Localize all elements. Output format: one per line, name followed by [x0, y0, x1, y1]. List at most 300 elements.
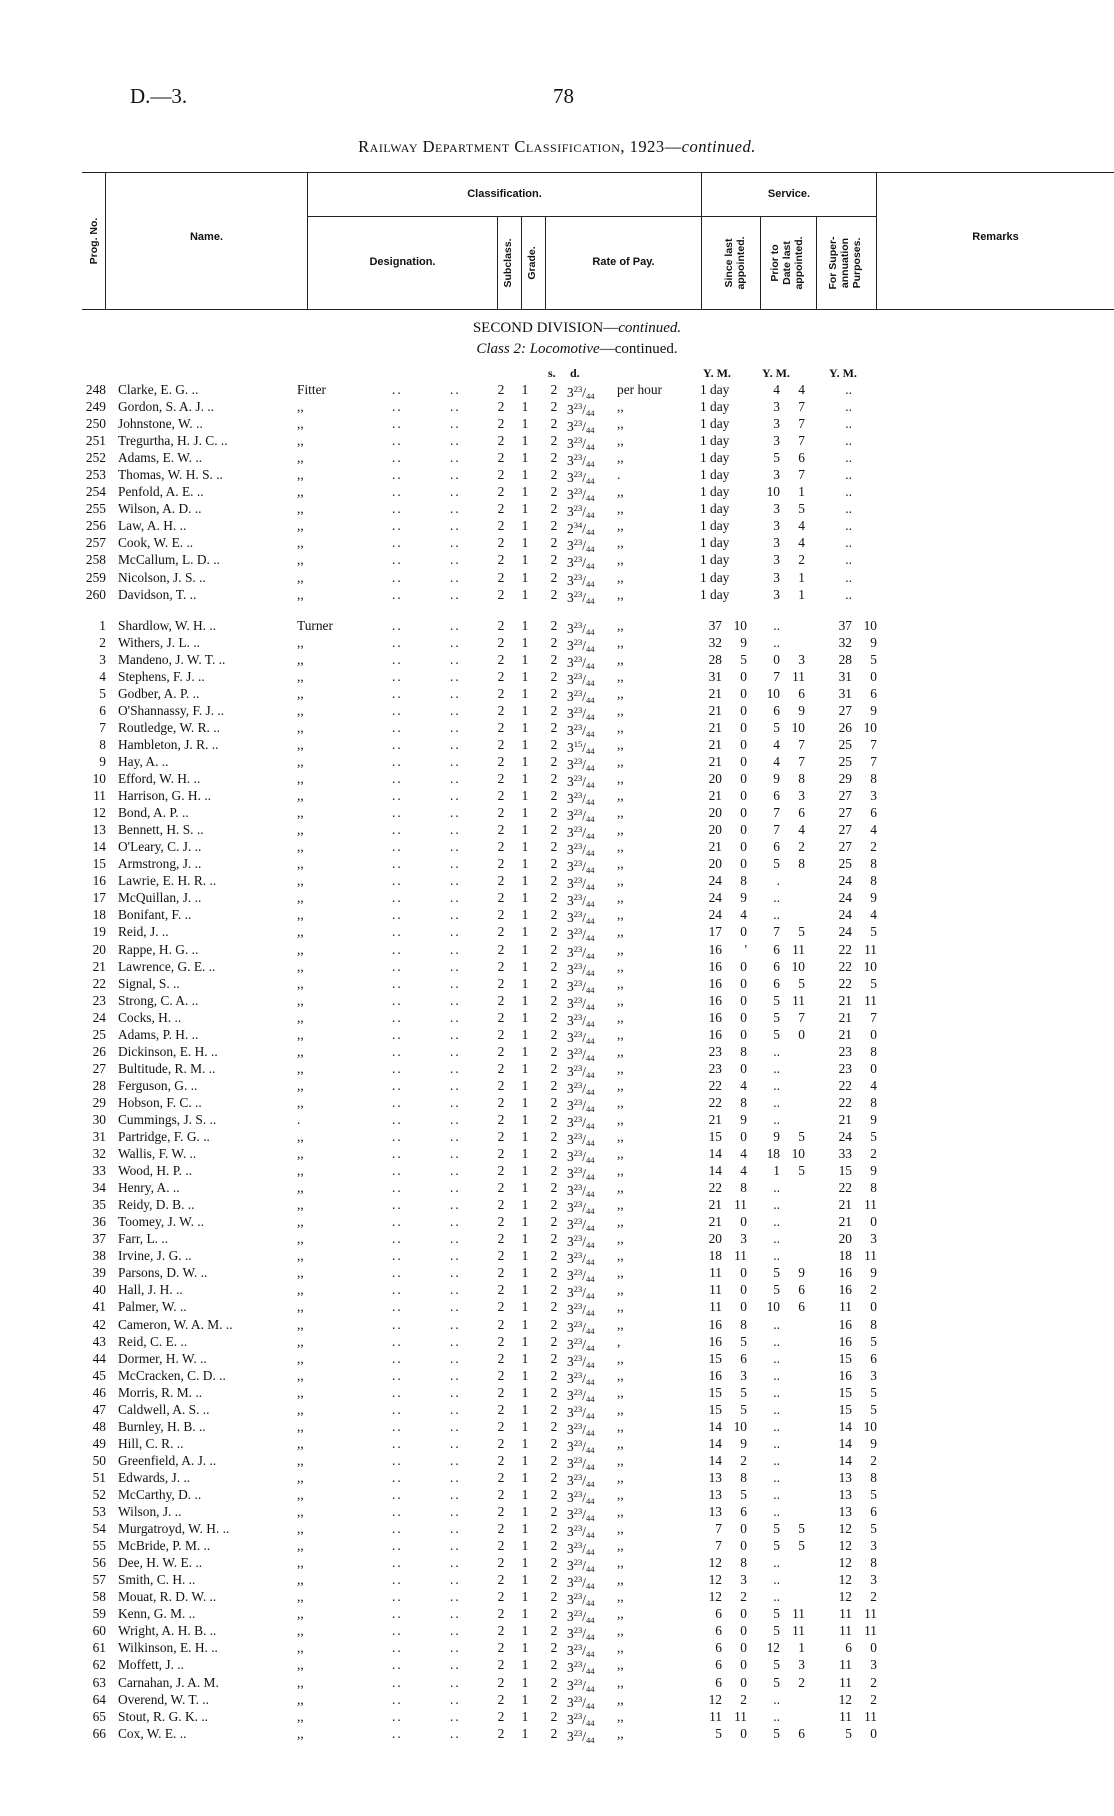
division-heading [0, 320, 1114, 337]
rate-pence-numerator: 23 [573, 418, 583, 429]
leader-dots: .. [450, 1248, 461, 1264]
super-years: 27 [838, 822, 852, 838]
subclass: 2 [497, 702, 505, 718]
designation: ,, [297, 702, 304, 718]
prog-no: 3 [99, 651, 106, 667]
prog-no: 250 [85, 416, 106, 432]
leader-dots: .. [392, 856, 403, 872]
leader-dots: .. [450, 822, 461, 838]
leader-dots: .. [450, 1060, 461, 1076]
grade: 1 [521, 1214, 529, 1230]
fraction-slash: / [582, 487, 586, 503]
employee-name: Lawrie, E. H. R. .. [118, 873, 217, 889]
table-row [0, 992, 1114, 1012]
since-last-years: 15 [708, 1401, 722, 1417]
super-years: 22 [838, 1094, 852, 1110]
employee-name: Bennett, H. S. .. [118, 822, 204, 838]
designation: ,, [297, 822, 304, 838]
since-last-years: 17 [708, 924, 722, 940]
leader-dots: .. [392, 1231, 403, 1247]
super-years: 12 [838, 1538, 852, 1554]
super-years: 22 [838, 941, 852, 957]
rate-pence-denominator: 44 [585, 459, 595, 470]
employee-name: Dormer, H. W. .. [118, 1350, 207, 1366]
super-years: 12 [838, 1521, 852, 1537]
fraction-slash: / [582, 385, 586, 400]
since-last-months: 9 [740, 890, 747, 906]
prior-years: 0 [773, 651, 780, 667]
leader-dots: .. [450, 992, 461, 1008]
fraction-slash: / [582, 1166, 586, 1182]
subclass: 2 [497, 941, 505, 957]
super-months: 4 [870, 822, 877, 838]
rate-pence-whole: 3 [567, 671, 574, 687]
prog-no: 257 [85, 535, 106, 551]
table-row [0, 1725, 1114, 1745]
prog-no: 251 [85, 433, 106, 449]
prior-months: 6 [798, 1282, 805, 1298]
prior-months: 5 [798, 1163, 805, 1179]
prior-years: .. [773, 1401, 780, 1417]
prior-years: 4 [773, 382, 780, 397]
fraction-slash: / [582, 876, 586, 892]
employee-name: Reid, J. .. [118, 924, 169, 940]
leader-dots: .. [450, 907, 461, 923]
rate-unit: ,, [617, 1640, 624, 1656]
table-row [0, 1281, 1114, 1302]
super-years: 32 [838, 634, 852, 650]
fraction-slash: / [582, 1370, 586, 1386]
title-main: Railway Department Classification, 1923— [358, 137, 682, 156]
fraction-slash: / [582, 1575, 586, 1591]
rate-pence-numerator: 23 [573, 909, 583, 920]
unit-shillings: s. [548, 366, 556, 380]
rate-unit: ,, [617, 1708, 624, 1724]
subclass: 2 [497, 467, 505, 483]
rate-pence-denominator: 44 [585, 1018, 595, 1029]
prior-years: .. [773, 1555, 780, 1571]
employee-name: Stout, R. G. K. .. [118, 1708, 209, 1724]
rate-pence-whole: 3 [567, 1063, 574, 1079]
super-years: .. [845, 484, 852, 500]
grade: 1 [521, 552, 529, 568]
prior-years: .. [773, 1248, 780, 1264]
prior-months: 5 [798, 1538, 805, 1554]
subclass: 2 [497, 1589, 505, 1605]
since-last-years: 1 day [700, 518, 730, 534]
super-months: 2 [870, 1691, 877, 1707]
fraction-slash: / [582, 1472, 586, 1488]
table-row [0, 1452, 1114, 1472]
rate-pence-denominator: 44 [585, 1581, 595, 1592]
rate-unit: ,, [617, 1691, 624, 1707]
rate-pence-denominator: 44 [585, 1393, 595, 1404]
since-last-years: 11 [709, 1708, 722, 1724]
rate-pence-whole: 3 [567, 995, 574, 1011]
since-last-months: 4 [740, 1077, 747, 1093]
fraction-slash: / [582, 1694, 586, 1710]
grade: 1 [521, 1299, 529, 1315]
rate-shillings: 2 [550, 1640, 558, 1656]
super-years: 29 [838, 771, 852, 787]
designation: ,, [297, 1589, 304, 1605]
super-months: 8 [870, 1094, 877, 1110]
prog-no: 28 [92, 1077, 106, 1093]
since-last-years: 12 [708, 1691, 722, 1707]
designation: Turner [297, 617, 333, 633]
rate-unit: ,, [617, 399, 624, 415]
leader-dots: .. [392, 1146, 403, 1162]
table-row [0, 1247, 1114, 1268]
rate-pence-whole: 3 [567, 961, 574, 977]
table-row [0, 534, 1114, 555]
rate-pence-denominator: 44 [585, 1274, 595, 1285]
leader-dots: .. [392, 1606, 403, 1622]
fraction-slash: / [582, 1285, 586, 1301]
fraction-slash: / [582, 1114, 586, 1130]
designation: ,, [297, 1469, 304, 1485]
subclass: 2 [497, 1111, 505, 1127]
prog-no: 54 [92, 1521, 106, 1537]
prior-months: 6 [798, 685, 805, 701]
table-row [0, 1571, 1114, 1592]
subclass: 2 [497, 873, 505, 889]
table-row [0, 500, 1114, 521]
subclass: 2 [497, 1674, 505, 1690]
employee-name: McBride, P. M. .. [118, 1538, 211, 1554]
table-row [0, 736, 1114, 756]
rate-pence-denominator: 44 [585, 899, 595, 910]
leader-dots: .. [392, 1214, 403, 1230]
designation: ,, [297, 1555, 304, 1571]
rate-unit: ,, [617, 1452, 624, 1468]
rate-pence-whole: 3 [567, 876, 574, 892]
prior-months: 11 [792, 941, 805, 957]
prog-no: 15 [92, 856, 106, 872]
leader-dots: .. [392, 1316, 403, 1332]
rate-pence-denominator: 44 [585, 1496, 595, 1506]
super-months: 0 [870, 1640, 877, 1656]
since-last-years: 13 [708, 1469, 722, 1485]
rate-pence-whole: 3 [567, 1694, 574, 1710]
rate-unit: ,, [617, 1197, 624, 1213]
designation: ,, [297, 839, 304, 855]
leader-dots: .. [392, 1691, 403, 1707]
rate-pence-whole: 3 [567, 1575, 574, 1591]
fraction-slash: / [582, 1387, 586, 1403]
rate-shillings: 2 [550, 1725, 558, 1741]
rate-pence-whole: 3 [567, 791, 574, 807]
employee-name: Reid, C. E. .. [118, 1333, 188, 1349]
rate-pence-denominator: 44 [585, 1257, 595, 1268]
table-row [0, 787, 1114, 808]
prog-no: 62 [92, 1657, 106, 1673]
super-years: 5 [845, 1725, 852, 1741]
table-row [0, 432, 1114, 453]
rate-pence-whole: 3 [567, 1711, 574, 1727]
since-last-years: 15 [708, 1129, 722, 1145]
since-last-months: 10 [733, 1418, 747, 1434]
subclass: 2 [497, 958, 505, 974]
prog-no: 21 [92, 958, 106, 974]
employee-name: Bond, A. P. .. [118, 805, 189, 821]
designation: ,, [297, 1299, 304, 1315]
since-last-years: 13 [708, 1504, 722, 1520]
subclass: 2 [497, 1606, 505, 1622]
subclass: 2 [497, 535, 505, 551]
leader-dots: .. [450, 719, 461, 735]
prog-no: 41 [92, 1299, 106, 1315]
super-years: 21 [838, 1026, 852, 1042]
super-years: .. [845, 416, 852, 432]
since-last-years: 20 [708, 771, 722, 787]
rate-pence-denominator: 44 [585, 1717, 595, 1728]
rate-shillings: 2 [550, 907, 558, 923]
subclass: 2 [497, 668, 505, 684]
subclass: 2 [497, 719, 505, 735]
rate-pence-denominator: 44 [585, 544, 595, 555]
super-years: .. [845, 535, 852, 551]
since-last-years: 1 day [700, 467, 730, 483]
rate-pence-denominator: 44 [585, 1547, 595, 1558]
fraction-slash: / [582, 1302, 586, 1318]
super-months: 0 [870, 1026, 877, 1042]
super-months: 0 [870, 1214, 877, 1230]
leader-dots: .. [450, 1487, 461, 1502]
prior-years: 6 [773, 702, 780, 718]
since-last-months: 0 [740, 771, 747, 787]
leader-dots: .. [450, 1521, 461, 1537]
rate-shillings: 2 [550, 535, 558, 551]
rate-unit: ,, [617, 1214, 624, 1230]
fraction-slash: / [582, 1268, 586, 1284]
leader-dots: .. [392, 907, 403, 923]
rate-pence-denominator: 44 [585, 1598, 595, 1609]
leader-dots: .. [450, 856, 461, 872]
leader-dots: .. [392, 1418, 403, 1434]
rate-pence-whole: 3 [567, 1387, 574, 1403]
prog-no: 26 [92, 1043, 106, 1059]
super-months: 3 [870, 1572, 877, 1588]
prog-no: 18 [92, 907, 106, 923]
leader-dots: .. [392, 586, 403, 602]
super-years: 12 [838, 1572, 852, 1588]
table-row [0, 1298, 1114, 1319]
since-last-months: 0 [740, 1521, 747, 1537]
super-months: 2 [870, 1282, 877, 1298]
leader-dots: .. [392, 1401, 403, 1417]
table-row [0, 1179, 1114, 1200]
rate-shillings: 2 [550, 1316, 558, 1332]
rate-shillings: 2 [550, 399, 558, 415]
designation: ,, [297, 1674, 304, 1690]
prior-years: .. [773, 617, 780, 633]
rate-pence-numerator: 23 [573, 892, 583, 903]
designation: Fitter [297, 382, 327, 397]
super-years: 24 [838, 1129, 852, 1145]
rate-pence-numerator: 23 [573, 503, 583, 514]
rate-unit: ,, [617, 1725, 624, 1741]
prior-years: .. [773, 1231, 780, 1247]
prog-no-header: Prog. No. [88, 217, 100, 265]
leader-dots: .. [392, 805, 403, 821]
employee-name: Mouat, R. D. W. .. [118, 1589, 217, 1605]
table-row [0, 1503, 1114, 1524]
since-last-years: 1 day [700, 399, 730, 415]
prior-years: 10 [766, 484, 780, 500]
designation: ,, [297, 450, 304, 466]
rate-pence-denominator: 44 [585, 1632, 595, 1643]
prog-no: 29 [92, 1094, 106, 1110]
super-months: 9 [870, 890, 877, 906]
since-last-months: 6 [740, 1350, 747, 1366]
rate-pence-numerator: 23 [573, 1301, 583, 1312]
designation: ,, [297, 1026, 304, 1042]
subclass: 2 [497, 1282, 505, 1298]
super-years: 14 [838, 1452, 852, 1468]
leader-dots: .. [450, 839, 461, 855]
subclass: 2 [497, 1469, 505, 1485]
prog-no: 5 [99, 685, 106, 701]
rate-unit: ,, [617, 1282, 624, 1298]
prog-no: 249 [85, 399, 106, 415]
leader-dots: .. [392, 1555, 403, 1571]
rate-shillings: 2 [550, 416, 558, 432]
prog-no: 43 [92, 1333, 106, 1349]
fraction-slash: / [582, 944, 586, 960]
fraction-slash: / [582, 1609, 586, 1625]
leader-dots: .. [450, 702, 461, 718]
designation: ,, [297, 958, 304, 974]
rate-shillings: 2 [550, 1538, 558, 1554]
fraction-slash: / [582, 555, 586, 571]
since-last-months: 0 [740, 1623, 747, 1639]
grade: 1 [521, 484, 529, 500]
leader-dots: .. [450, 1606, 461, 1622]
prior-months: 4 [798, 822, 805, 838]
since-last-months: 0 [740, 1026, 747, 1042]
prior-months: 0 [798, 1026, 805, 1042]
table-row [0, 651, 1114, 671]
grade: 1 [521, 1094, 529, 1110]
super-months: 10 [863, 719, 877, 735]
employee-name: Efford, W. H. .. [118, 771, 201, 787]
rate-shillings: 2 [550, 941, 558, 957]
rate-pence-numerator: 23 [573, 790, 583, 801]
prior-years: .. [773, 1691, 780, 1707]
since-last-years: 13 [708, 1487, 722, 1502]
prog-no: 66 [92, 1725, 106, 1741]
rate-pence-whole: 3 [567, 1455, 574, 1471]
prog-no: 11 [93, 788, 106, 804]
rate-pence-whole: 3 [567, 1251, 574, 1267]
designation: ,, [297, 907, 304, 923]
rate-pence-whole: 3 [567, 705, 574, 721]
employee-name: Signal, S. .. [118, 975, 180, 991]
designation-header: Designation. [369, 256, 436, 268]
rate-pence-denominator: 44 [585, 1478, 595, 1489]
prior-years: .. [773, 634, 780, 650]
grade: 1 [521, 569, 529, 585]
subclass: 2 [497, 1214, 505, 1230]
rate-pence-denominator: 44 [585, 1376, 595, 1387]
prior-years: 9 [773, 771, 780, 787]
rate-shillings: 2 [550, 617, 558, 633]
prior-years: 6 [773, 958, 780, 974]
leader-dots: .. [450, 1452, 461, 1468]
rate-pence-numerator: 23 [573, 1045, 583, 1056]
employee-name: Cameron, W. A. M. .. [118, 1316, 233, 1332]
prog-no: 45 [92, 1367, 106, 1383]
fraction-slash: / [582, 572, 586, 588]
super-months: 8 [870, 1316, 877, 1332]
super-years: 15 [838, 1163, 852, 1179]
super-months: 5 [870, 651, 877, 667]
table-row [0, 1401, 1114, 1421]
since-last-years: 1 day [700, 433, 730, 449]
subclass: 2 [497, 1725, 505, 1741]
table-row [0, 1111, 1114, 1131]
leader-dots: .. [450, 1538, 461, 1554]
leader-dots: .. [392, 1469, 403, 1485]
super-years: 21 [838, 1111, 852, 1127]
leader-dots: .. [392, 1163, 403, 1179]
rate-unit: ,, [617, 1657, 624, 1673]
grade: 1 [521, 788, 529, 804]
subclass: 2 [497, 1418, 505, 1434]
super-years: 14 [838, 1435, 852, 1451]
rate-pence-whole: 3 [567, 572, 574, 588]
rate-pence-denominator: 44 [585, 1359, 595, 1370]
rate-pence-whole: 3 [567, 1626, 574, 1642]
designation: ,, [297, 1060, 304, 1076]
since-last-years: 21 [708, 736, 722, 752]
rate-pence-denominator: 44 [585, 595, 595, 606]
rate-pence-denominator: 44 [585, 1666, 595, 1677]
prior-years: .. [773, 1180, 780, 1196]
rate-pence-whole: 3 [567, 402, 574, 418]
super-years: 27 [838, 839, 852, 855]
leader-dots: .. [392, 1265, 403, 1281]
grade: 1 [521, 1043, 529, 1059]
since-last-years: 16 [708, 975, 722, 991]
employee-name: Caldwell, A. S. .. [118, 1401, 210, 1417]
subclass: 2 [497, 399, 505, 415]
super-months: 11 [864, 1606, 877, 1622]
super-months: 5 [870, 924, 877, 940]
rate-unit: ,, [617, 1572, 624, 1588]
rate-unit: ,, [617, 736, 624, 752]
employee-name: Dee, H. W. E. .. [118, 1555, 203, 1571]
since-last-months: 0 [740, 975, 747, 991]
fraction-slash: / [582, 756, 586, 772]
leader-dots: .. [392, 450, 403, 466]
rate-unit: ,, [617, 535, 624, 551]
since-last-years: 1 day [700, 450, 730, 466]
leader-dots: .. [450, 1384, 461, 1400]
employee-name: Wood, H. P. .. [118, 1163, 193, 1179]
prog-no: 40 [92, 1282, 106, 1298]
grade: 1 [521, 839, 529, 855]
employee-name: McCarthy, D. .. [118, 1487, 202, 1502]
since-last-years: 1 day [700, 569, 730, 585]
leader-dots: .. [392, 1197, 403, 1213]
since-last-months: 3 [740, 1572, 747, 1588]
employee-name: Nicolson, J. S. .. [118, 569, 206, 585]
subclass: 2 [497, 839, 505, 855]
since-last-years: 16 [708, 1333, 722, 1349]
prior-months: 3 [798, 651, 805, 667]
